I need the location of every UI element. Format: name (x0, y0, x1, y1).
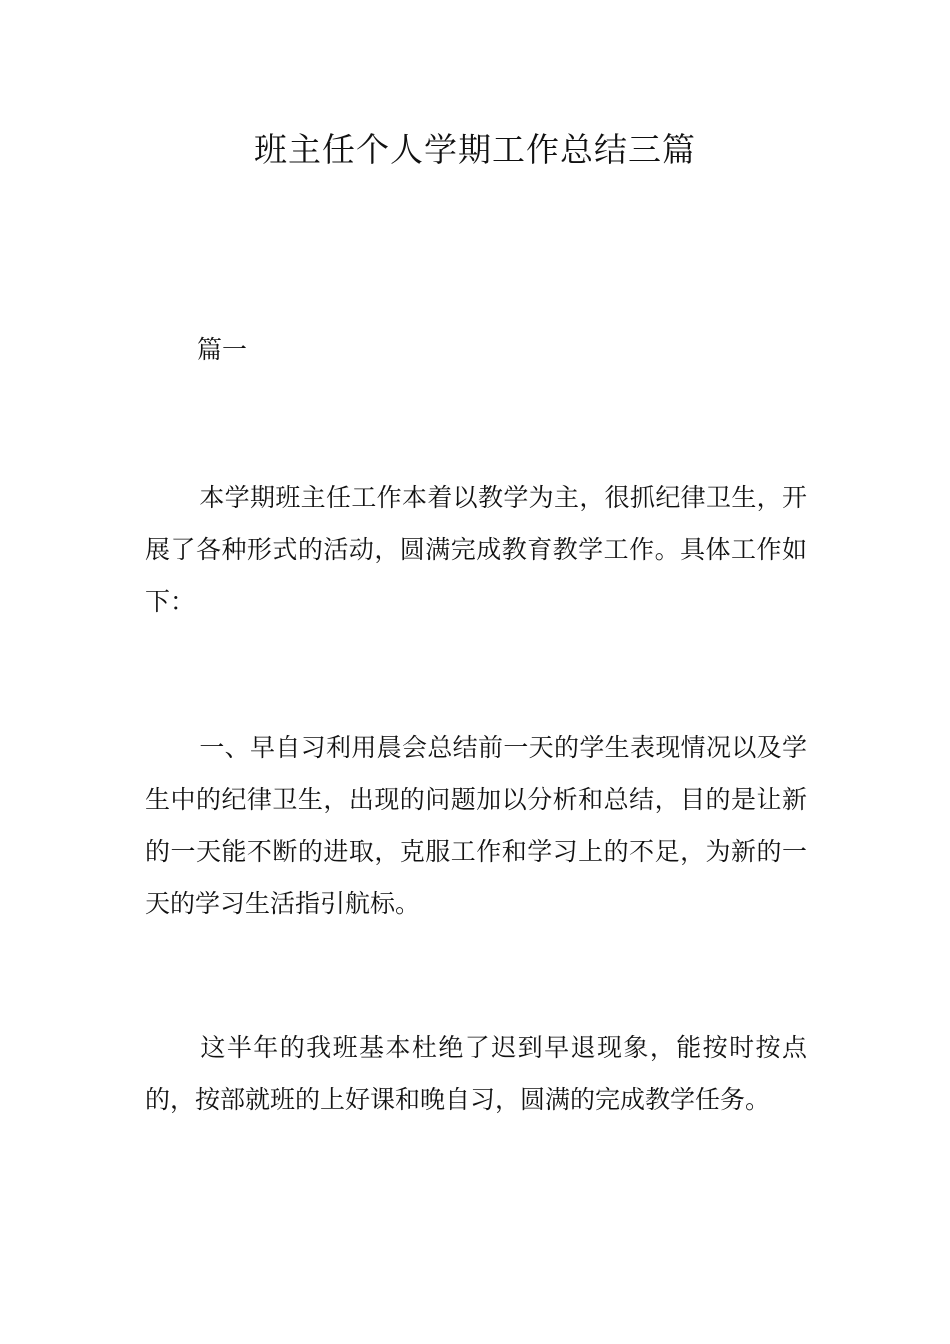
paragraph-item-one (145, 722, 807, 930)
document-title: 班主任个人学期工作总结三篇 (254, 130, 696, 169)
paragraph-item-two-text: 这半年的我班基本杜绝了迟到早退现象，能按时按点的，按部就班的上好课和晚自习，圆满的完成教学任务。 (145, 1033, 807, 1114)
section-label: 篇一 (197, 335, 248, 364)
paragraph-item-two (145, 1022, 807, 1126)
paragraph-item-one-text: 一、早自习利用晨会总结前一天的学生表现情况以及学生中的纪律卫生，出现的问题加以分析和总结，目的是让新的一天能不断的进取，克服工作和学习上的不足，为新的一天的学习生活指引航标。 (145, 733, 807, 918)
paragraph-intro (145, 472, 807, 628)
paragraph-intro-text: 本学期班主任工作本着以教学为主，很抓纪律卫生，开展了各种形式的活动，圆满完成教育教学工作。具体工作如下： (145, 483, 807, 616)
